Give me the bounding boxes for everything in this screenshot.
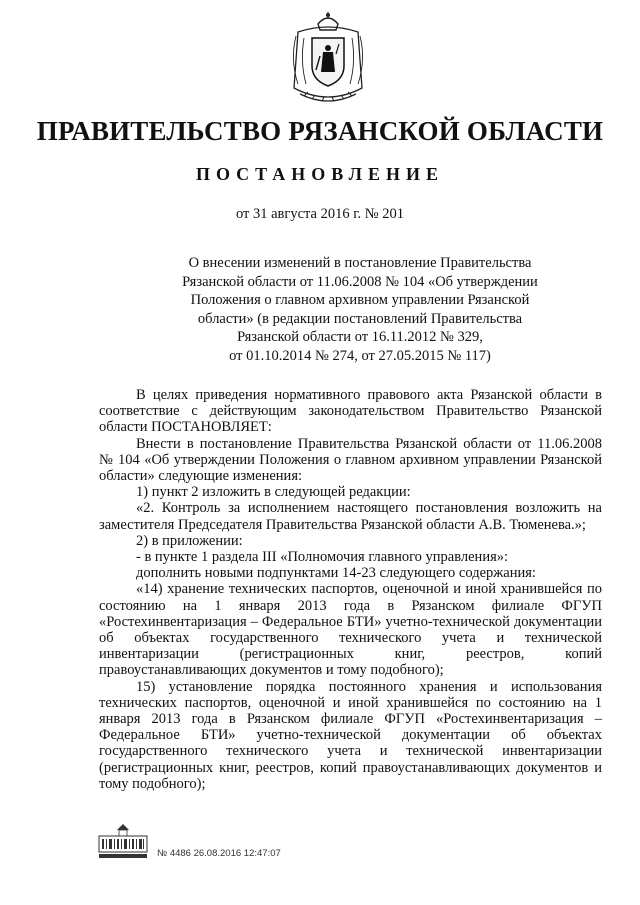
document-date-number: от 31 августа 2016 г. № 201 <box>235 206 405 222</box>
body-paragraph: «14) хранение технических паспортов, оценочной и иной хранившейся по состоянию на 1 января 2013 года в Рязанском филиале ФГУП «Ростехинвентаризация – Федеральное БТИ» учетно-технической документации об объектах государственного технического учета и технической инвентаризации (регистрационных книг, реестров, копий правоустанавливающих документов и тому подобного); <box>99 581 602 679</box>
body-paragraph: 2) в приложении: <box>136 532 243 549</box>
subject-line: О внесении изменений в постановление Правительства <box>188 255 532 271</box>
body-paragraph: 1) пункт 2 изложить в следующей редакции: <box>136 484 411 501</box>
subject-line: области» (в редакции постановлений Правительства <box>197 310 523 327</box>
document-type: ПОСТАНОВЛЕНИЕ <box>195 164 445 184</box>
organization-title: ПРАВИТЕЛЬСТВО РЯЗАНСКОЙ ОБЛАСТИ <box>36 116 604 146</box>
subject-line: Положения о главном архивном управлении Рязанской <box>190 292 530 308</box>
body-paragraph: дополнить новыми подпунктами 14-23 следующего содержания: <box>136 565 536 582</box>
building-barcode-icon <box>97 822 149 862</box>
subject-line: Рязанской области от 11.06.2008 № 104 «Об утверждении <box>182 273 538 290</box>
document-subject <box>150 254 570 365</box>
subject-line: Рязанской области от 16.11.2012 № 329, <box>237 329 483 345</box>
body-paragraph: «2. Контроль за исполнением настоящего постановления возложить на заместителя Председателя Правительства Рязанской области А.В. Тюменева.»; <box>99 500 602 533</box>
body-paragraph: Внести в постановление Правительства Рязанской области от 11.06.2008 № 104 «Об утверждении Положения о главном архивном управлении Рязанской области» следующие изменения: <box>99 435 602 485</box>
body-paragraph: - в пункте 1 раздела III «Полномочия главного управления»: <box>136 549 509 566</box>
coat-of-arms-icon <box>282 10 374 110</box>
subject-line: от 01.10.2014 № 274, от 27.05.2015 № 117) <box>229 347 491 364</box>
body-paragraph: В целях приведения нормативного правового акта Рязанской области в соответствие с действующим законодательством Правительство Рязанской области ПОСТАНОВЛЯЕТ: <box>99 387 602 436</box>
document-body <box>99 387 602 792</box>
body-paragraph: 15) установление порядка постоянного хранения и использования технических паспортов, оценочной и иной хранившейся по состоянию на 1 января 2013 года в Рязанском филиале ФГУП «Ростехинвентаризация – Федеральное БТИ» учетно-технической документации об объектах государственного технического учета и технической инвентаризации (регистрационных книг, реестров, копий правоустанавливающих документов и тому подобного); <box>99 678 602 792</box>
registration-stamp: № 4486 26.08.2016 12:47:07 <box>157 848 281 859</box>
